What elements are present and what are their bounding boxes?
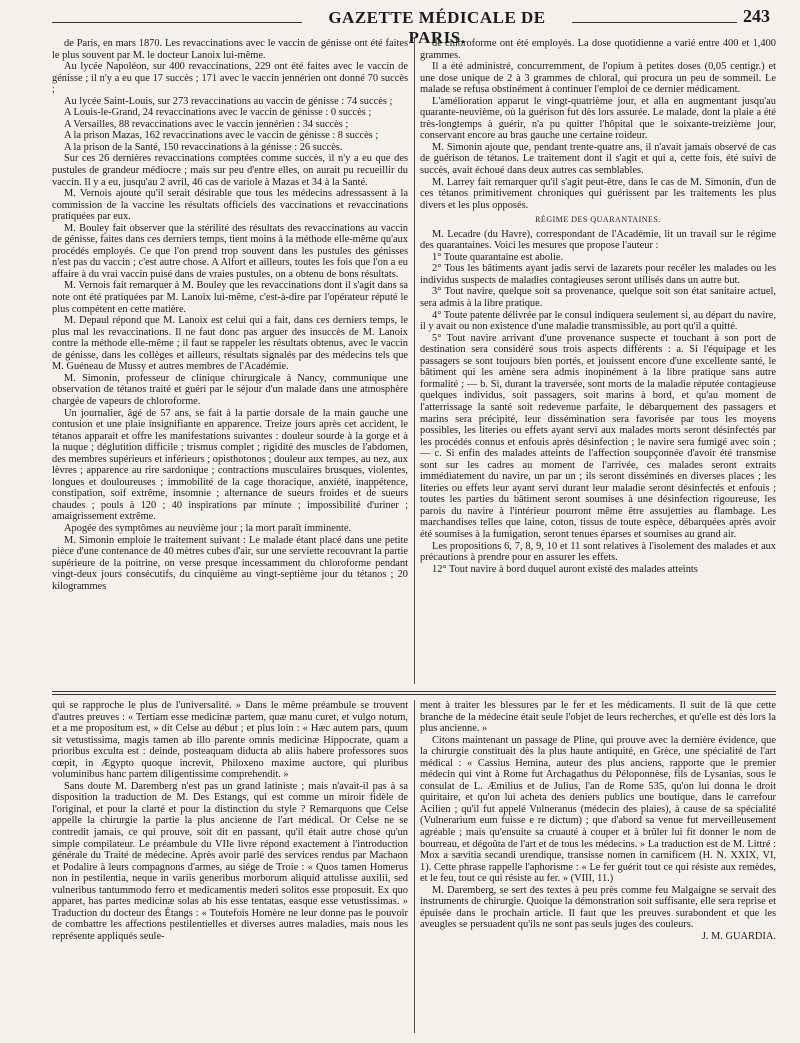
paragraph: M. Bouley fait observer que la stérilité des résultats des revaccinations au vaccin de génisse, faites dans ces derniers temps, tient moins à la méthode elle-même qu'aux procédés employés. Ce que l'on prend trop souvent dans les pustules des génisses n'est pas du vaccin ; c'est autre chose. A Alfort et ailleurs, toutes les fois que l'on a eu affaire à du vrai vaccin puisé dans de vraies pustules, on a obtenu de bons résultats. [52, 222, 408, 280]
paragraph: A la prison de la Santé, 150 revaccinations à la génisse : 26 succès. [64, 141, 343, 153]
paragraph: Il a été administré, concurremment, de l'opium à petites doses (0,05 centigr.) et une dose unique de 2 à 3 grammes de chloral, qui procura un peu de sommeil. Le malade se refusa obstinément à continuer l'emploi de ce dernier médicament. [420, 61, 776, 96]
paragraph: M. Simonin, professeur de clinique chirurgicale à Nancy, communique une observation de tétanos traité et guéri par le séjour d'un malade dans une atmosphère chargée de vapeurs de chloroforme. [52, 372, 408, 407]
paragraph: M. Vernois fait remarquer à M. Bouley que les revaccinations dont il s'agit dans sa note ont été pratiquées par M. Lanoix lui-même, c'est-à-dire par l'opérateur réputé le plus compétent en cette matière. [52, 280, 408, 315]
paragraph: M. Lecadre (du Havre), correspondant de l'Académie, lit un travail sur le régime des quarantaines. Voici les mesures que propose l'auteur : [420, 228, 776, 252]
paragraph: M. Depaul répond que M. Lanoix est celui qui a fait, dans ces derniers temps, le plus mal les revaccinations. Il ne faut donc pas arguer des insuccès de M. Lanoix contre la méthode elle-même ; il faut se rappeler les résultats obtenus, avec le vaccin de génisse, dans les collèges et ailleurs, résultats signalés par des médecins tels que M. Guéneau de Mussy et autres membres de l'Académie. [52, 315, 408, 373]
page-number: 243 [743, 6, 770, 26]
section-heading: RÉGIME DES QUARANTAINES. [535, 215, 661, 225]
paragraph: M. Simonin emploie le traitement suivant : Le malade étant placé dans une petite pièce d'une contenance de 40 mètres cubes d'air, sur une serviette recouvrant la partie supérieure de la poitrine, on verse presque incessamment du chloroforme pendant vingt-deux jours consécutifs, du cinquième au vingt-septième jour du tétanos ; 20 kilogrammes [52, 534, 408, 592]
paragraph: A Louis-le-Grand, 24 revaccinations avec le vaccin de génisse : 0 succès ; [64, 107, 372, 119]
paragraph: L'amélioration apparut le vingt-quatrième jour, et alla en augmentant jusqu'au quarante-neuvième, où la guérison fut dès lors assurée. Le malade, dont la plaie a été très-longtemps à guérir, n'a pu quitter l'hôpital que le soixante-treizième jour, conservant encore au bras gauche une certaine roideur. [420, 95, 776, 142]
paragraph: Citons maintenant un passage de Pline, qui prouve avec la dernière évidence, que la chirurgie constituait dès la plus haute antiquité, en Grèce, une spécialité de l'art médical : « Cassius Hemina, auteur des plus anciens, rapporte que le premier médecin qui vint à Rome fut Archagathus du Péloponnèse, fils de Lysanias, sous le consulat de L. Æmilius et de Julius, l'an de Rome 535, qu'on lui donna le droit quiritaire, et qu'on lui acheta des deniers publics une boutique, dans le carrefour Acilien ; qu'il fut appelé Vulneranus (médecin des plaies), à cause de sa spécialité (Vulnerarium eum fuisse e re dictum) ; que d'abord sa venue fut merveilleusement agréable ; mais qu'ensuite sa cruauté à couper et à brûler lui fit donner le nom de bourreau, et dégoûta de l'art et de tous les médecins. » La traduction est de M. Littré : Mox a sævitia secandi urendique, transisse nomen in carnificem (H. N. XXIX, VI, 1). Cette phrase rappelle l'aphorisme : « Le fer guérit tout ce qui résiste aux remèdes, et le feu, tout ce qui résiste au fer. » (VIII, 11.) [420, 734, 776, 885]
column-divider [414, 38, 415, 684]
lower-right-column [420, 700, 776, 1035]
feuilleton-rule [52, 694, 776, 695]
upper-right-column [420, 38, 776, 686]
paragraph: Sur ces 26 dernières revaccinations comptées comme succès, il n'y a eu que des pustules de grandeur médiocre ; mais sur peu d'entre elles, on aurait pu recueillir du vaccin. Il y a eu, jusqu'au 2 avril, 46 cas de variole à Mazas et 34 à la Santé. [52, 153, 408, 188]
paragraph: qui se rapproche le plus de l'universalité. » Dans le même préambule se trouvent d'autres preuves : « Tertiam esse medicinæ partem, quæ manu curet, et vulgo notum, et a me propositum est, » dit Celse au début ; et plus loin : « Hæc autem pars, quum sit vetustissima, magis tamen ab illo parente omnis medicinæ Hippocrate, quam a prioribus exculta est : deinde, posteaquam diducta ab aliis habere professores suos cœpit, in Ægypto quoque increvit, Philoxeno maxime auctore, qui pluribus voluminibus hanc partem diligentissime comprehendit. » [52, 700, 408, 781]
paragraph: 5° Tout navire arrivant d'une provenance suspecte et touchant à son port de destination sera considéré sous trois aspects différents : a. Si l'équipage et les passagers se sont toujours bien portés, et jouissent encore d'une excellente santé, le bâtiment qui les amène sera admis inopinément à la libre pratique sans autre formalité ; — b. Si, durant la traversée, sont morts de la maladie réputée contagieuse quelques individus, soit passagers, soit marins à bord, et qu'au moment de l'atterrissage la santé soit redevenue parfaite, le débarquement des passagers et marins sera précipité, leur dissémination sera favorisée par tous les moyens possibles, les literies ou effets ayant servi aux malades morts seront désinfectés par les procédés connus et enfouis après désinfection ; le navire sera fumigé avec soin ; — c. Si enfin des malades atteints de l'affection soupçonnée d'avoir été transmise sont sur les cadres au moment de l'arrivée, ces malades seront extraits immédiatement du navire, un par un ; ils seront disséminés en diverses places ; les literies ou effets leur ayant servi durant leur maladie seront désinfectés et enfouis ; toutes les parties du bâtiment seront soumises à une désinfection rigoureuse, les parois du navire à l'intérieur pourront même être assujetties au flambage. Les marchandises telles que laine, coton, tissus de toute espèce, débarquées après avoir été soumises à la fumigation, seront tenues éparses et soumises au grand air. [420, 332, 776, 540]
journal-title: GAZETTE MÉDICALE DE PARIS. [328, 8, 546, 47]
paragraph: 12° Tout navire à bord duquel auront existé des malades atteints [432, 563, 698, 575]
signature [420, 931, 776, 943]
paragraph: Au lycée Napoléon, sur 400 revaccinations, 229 ont été faites avec le vaccin de génisse ; il n'y a eu que 17 succès ; 171 avec le vaccin jennérien ont donné 70 succès ; [52, 61, 408, 96]
paragraph: Apogée des symptômes au neuvième jour ; la mort paraît imminente. [64, 522, 352, 534]
header-rule-left [52, 22, 302, 23]
lower-left-column [52, 700, 408, 1035]
upper-left-column [52, 38, 408, 686]
paragraph: Un journalier, âgé de 57 ans, se fait à la partie dorsale de la main gauche une contusion et une plaie insignifiante en apparence. Treize jours après cet accident, le tétanos apparait et offre les manifestations suivantes : douleur sourde à la gorge et à la nuque ; déglutition difficile ; trismus complet ; rigidité des muscles de l'abdomen, des membres supérieurs et inférieurs ; opisthotonos ; douleur aux tempes, au nez, aux lèvres ; apparence au rire sardonique ; contractions musculaires brusques, violentes, longues et douloureuses ; immobilité de la cage thoracique, anxiété, inappétence, constipation, soif extrême, insomnie ; alternance de sueurs froides et de sueurs chaudes ; pouls à 120 ; 40 inspirations par minute ; impossibilité d'uriner ; amaigrissement extrême. [52, 407, 408, 523]
paragraph: 3° Tout navire, quelque soit sa provenance, quelque soit son état sanitaire actuel, sera admis à la libre pratique. [420, 286, 776, 310]
feuilleton-rule [52, 691, 776, 692]
paragraph: A la prison Mazas, 162 revaccinations avec le vaccin de génisse : 8 succès ; [64, 130, 379, 142]
paragraph: 2° Tous les bâtiments ayant jadis servi de lazarets pour recéler les malades ou les individus suspects de maladies contagieuses seront utilisés dans un autre but. [420, 263, 776, 286]
paragraph: Les propositions 6, 7, 8, 9, 10 et 11 sont relatives à l'isolement des malades et aux précautions à prendre pour en assurer les effets. [420, 540, 776, 564]
paragraph: Au lycée Saint-Louis, sur 273 revaccinations au vaccin de génisse : 74 succès ; [64, 95, 393, 107]
paragraph: 4° Toute patente délivrée par le consul indiquera seulement si, au départ du navire, il y avait ou non existence d'une maladie transmissible, au port qu'il a quitté. [420, 309, 776, 333]
header-rule-right [572, 22, 737, 23]
paragraph: M. Simonin ajoute que, pendant trente-quatre ans, il n'avait jamais observé de cas de guérison de tétanos. Le traitement dont il s'agit et qui a, cette fois, été suivi de succès, avait échoué dans deux autres cas semblables. [420, 141, 776, 177]
paragraph: de chloroforme ont été employés. La dose quotidienne a varié entre 400 et 1,400 grammes. [420, 38, 776, 61]
paragraph: ment à traiter les blessures par le fer et les médicaments. Il suit de là que cette branche de la médecine était seule l'objet de leurs recherches, et qu'elle est dès lors la plus ancienne. » [420, 700, 776, 735]
paragraph: M. Daremberg, se sert des textes à peu près comme feu Malgaigne se servait des instruments de chirurgie. Quoique la démonstration soit suffisante, elle sera reprise et épuisée dans le prochain article. Il faut que les preuves surabondent et que les aveugles se persuadent qu'ils ne sont pas seuls juges des couleurs. [420, 884, 776, 931]
column-divider [414, 700, 415, 1033]
page-header [52, 6, 770, 47]
paragraph: 1° Toute quarantaine est abolie. [432, 251, 564, 263]
paragraph: M. Larrey fait remarquer qu'il s'agit peut-être, dans le cas de M. Simonin, d'un de ces tétanos primitivement chroniques qui guérissent par les traitements les plus divers et les plus opposés. [420, 176, 776, 211]
paragraph: M. Vernois ajoute qu'il serait désirable que tous les médecins adressassent à la commission de la vaccine les résultats officiels des vaccinations et revaccinations pratiquées par eux. [52, 188, 408, 223]
paragraph: Sans doute M. Daremberg n'est pas un grand latiniste ; mais n'avait-il pas à sa disposition la traduction de M. Des Estangs, qui est comme un miroir fidèle de l'original, et pour la clarté et pour la distinction du style ? Remarquons que Celse appelle la chirurgie la partie la plus ancienne de l'art médical. Or Celse ne se contredit jamais, ce qui prouve, soit dit en passant, qu'il était autre chose qu'un simple compilateur. Le préambule du VIIe livre répond exactement à l'introduction générale du Traité de médecine. Après avoir parlé des services rendus par Machaon et Podalire à leurs compagnons d'armes, au siége de Troie : « Quos tamen Homerus non in pestilentia, neque in variis generibus morborum aliquid attulisse auxilii, sed vulneribus tantummodo ferro et medicamentis mederi solitos esse proposuit. Ex quo apparet, has partes medicinæ solas ab his esse tentatas, easque esse vetustissimas. » Traduction du docteur des Étangs : « Toutefois Homère ne leur donne pas le pouvoir de combattre les affections pestilentielles et diverses autres maladies, mais nous les représente appliqués seule- [52, 780, 408, 942]
paragraph: A Versailles, 88 revaccinations avec le vaccin jennérien : 34 succès ; [64, 118, 349, 130]
signature-text: J. M. GUARDIA. [701, 930, 776, 942]
paragraph: de Paris, en mars 1870. Les revaccinations avec le vaccin de génisse ont été faites le plus souvent par M. le docteur Lanoix lui-même. [52, 38, 408, 61]
